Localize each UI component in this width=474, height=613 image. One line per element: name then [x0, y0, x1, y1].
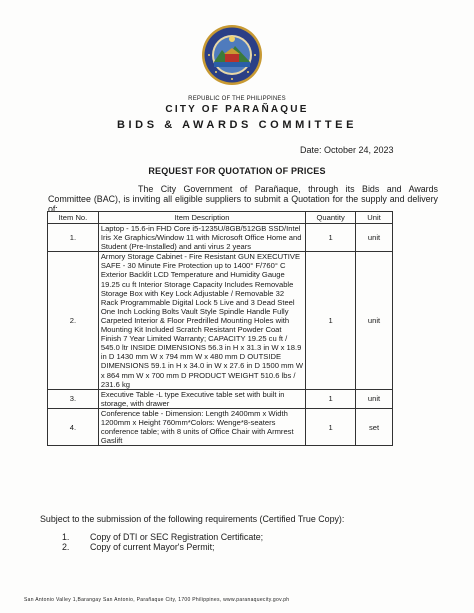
item-description: Conference table - Dimension: Length 2400mm x Width 1200mm x Height 760mm*Colors: Wenge*8-seaters conference table; with 8 units of Office Chair with Armrest Gaslift	[98, 408, 305, 445]
item-unit: unit	[356, 252, 393, 389]
republic-line: REPUBLIC OF THE PHILIPPINES	[188, 96, 286, 102]
requirement-text: Copy of current Mayor's Permit;	[90, 542, 215, 552]
requirement-number: 1.	[62, 532, 70, 542]
item-number: 3.	[48, 389, 99, 408]
items-table	[47, 211, 393, 446]
list-item	[62, 542, 263, 552]
item-number: 2.	[48, 252, 99, 389]
table-row	[48, 389, 393, 408]
list-item	[62, 532, 263, 542]
item-unit: unit	[356, 224, 393, 252]
header-description: Item Description	[98, 212, 305, 224]
item-number: 4.	[48, 408, 99, 445]
table-row	[48, 252, 393, 389]
requirement-number: 2.	[62, 542, 70, 552]
header-quantity: Quantity	[306, 212, 356, 224]
document-date: Date: October 24, 2023	[300, 145, 394, 155]
header-unit: Unit	[356, 212, 393, 224]
city-name: CITY OF PARAÑAQUE	[165, 104, 309, 115]
item-quantity: 1	[306, 252, 356, 389]
requirements-list	[62, 532, 263, 552]
city-seal-logo	[201, 24, 263, 86]
item-unit: unit	[356, 389, 393, 408]
item-number: 1.	[48, 224, 99, 252]
item-description: Armory Storage Cabinet - Fire Resistant GUN EXECUTIVE SAFE - 30 Minute Fire Protection up to 1400° F/760° C Exterior Backlit LCD Temperature and Humidity Gauge 19.25 cu ft Interior Storage Capacity Includes Removable Storage Box with Key Lock Adjustable / Removable 32 Rack Programmable Digital Lock 5 Live and 3 Dead Steel One Inch Locking Bolts Vault Style Spindle Handle Fully Carpeted Interior & Floor Predrilled Mounting Holes with Mounting Kit Included Scratch Resistant Powder Coat Finish 7 Year Limited Warranty; CAPACITY 19.25 cu ft / 545.0 ltr INSIDE DIMENSIONS 56.3 in H x 31.3 in W x 18.9 in D 1430 mm W x 794 mm W x 480 mm D OUTSIDE DIMENSIONS 59.1 in H x 34.0 in W x 27.6 in D 1500 mm W x 864 mm W x 700 mm D PRODUCT WEIGHT 510.6 lbs / 231.6 kg	[98, 252, 305, 389]
committee-name: BIDS & AWARDS COMMITTEE	[116, 119, 358, 131]
item-quantity: 1	[306, 224, 356, 252]
footer-address: San Antonio Valley 1,Barangay San Antonio, Parañaque City, 1700 Philippines, www.paranaquecity.gov.ph	[24, 597, 290, 603]
document-heading: REQUEST FOR QUOTATION OF PRICES	[148, 166, 326, 176]
intro-paragraph: The City Government of Parañaque, through its Bids and Awards Committee (BAC), is inviting all eligible suppliers to submit a Quotation for the supply and delivery of:	[48, 184, 438, 214]
header-item-no: Item No.	[48, 212, 99, 224]
table-header-row	[48, 212, 393, 224]
item-description: Laptop - 15.6-in FHD Core i5-1235U/8GB/512GB SSD/Intel Iris Xe Graphics/Window 11 with Microsoft Office Home and Student (Pre-Installed) and anti virus 2 years	[98, 224, 305, 252]
item-quantity: 1	[306, 389, 356, 408]
item-description: Executive Table -L type Executive table set with built in storage, with drawer	[98, 389, 305, 408]
item-quantity: 1	[306, 408, 356, 445]
table-row	[48, 224, 393, 252]
requirements-intro: Subject to the submission of the following requirements (Certified True Copy):	[40, 514, 345, 524]
requirement-text: Copy of DTI or SEC Registration Certificate;	[90, 532, 264, 542]
table-row	[48, 408, 393, 445]
item-unit: set	[356, 408, 393, 445]
